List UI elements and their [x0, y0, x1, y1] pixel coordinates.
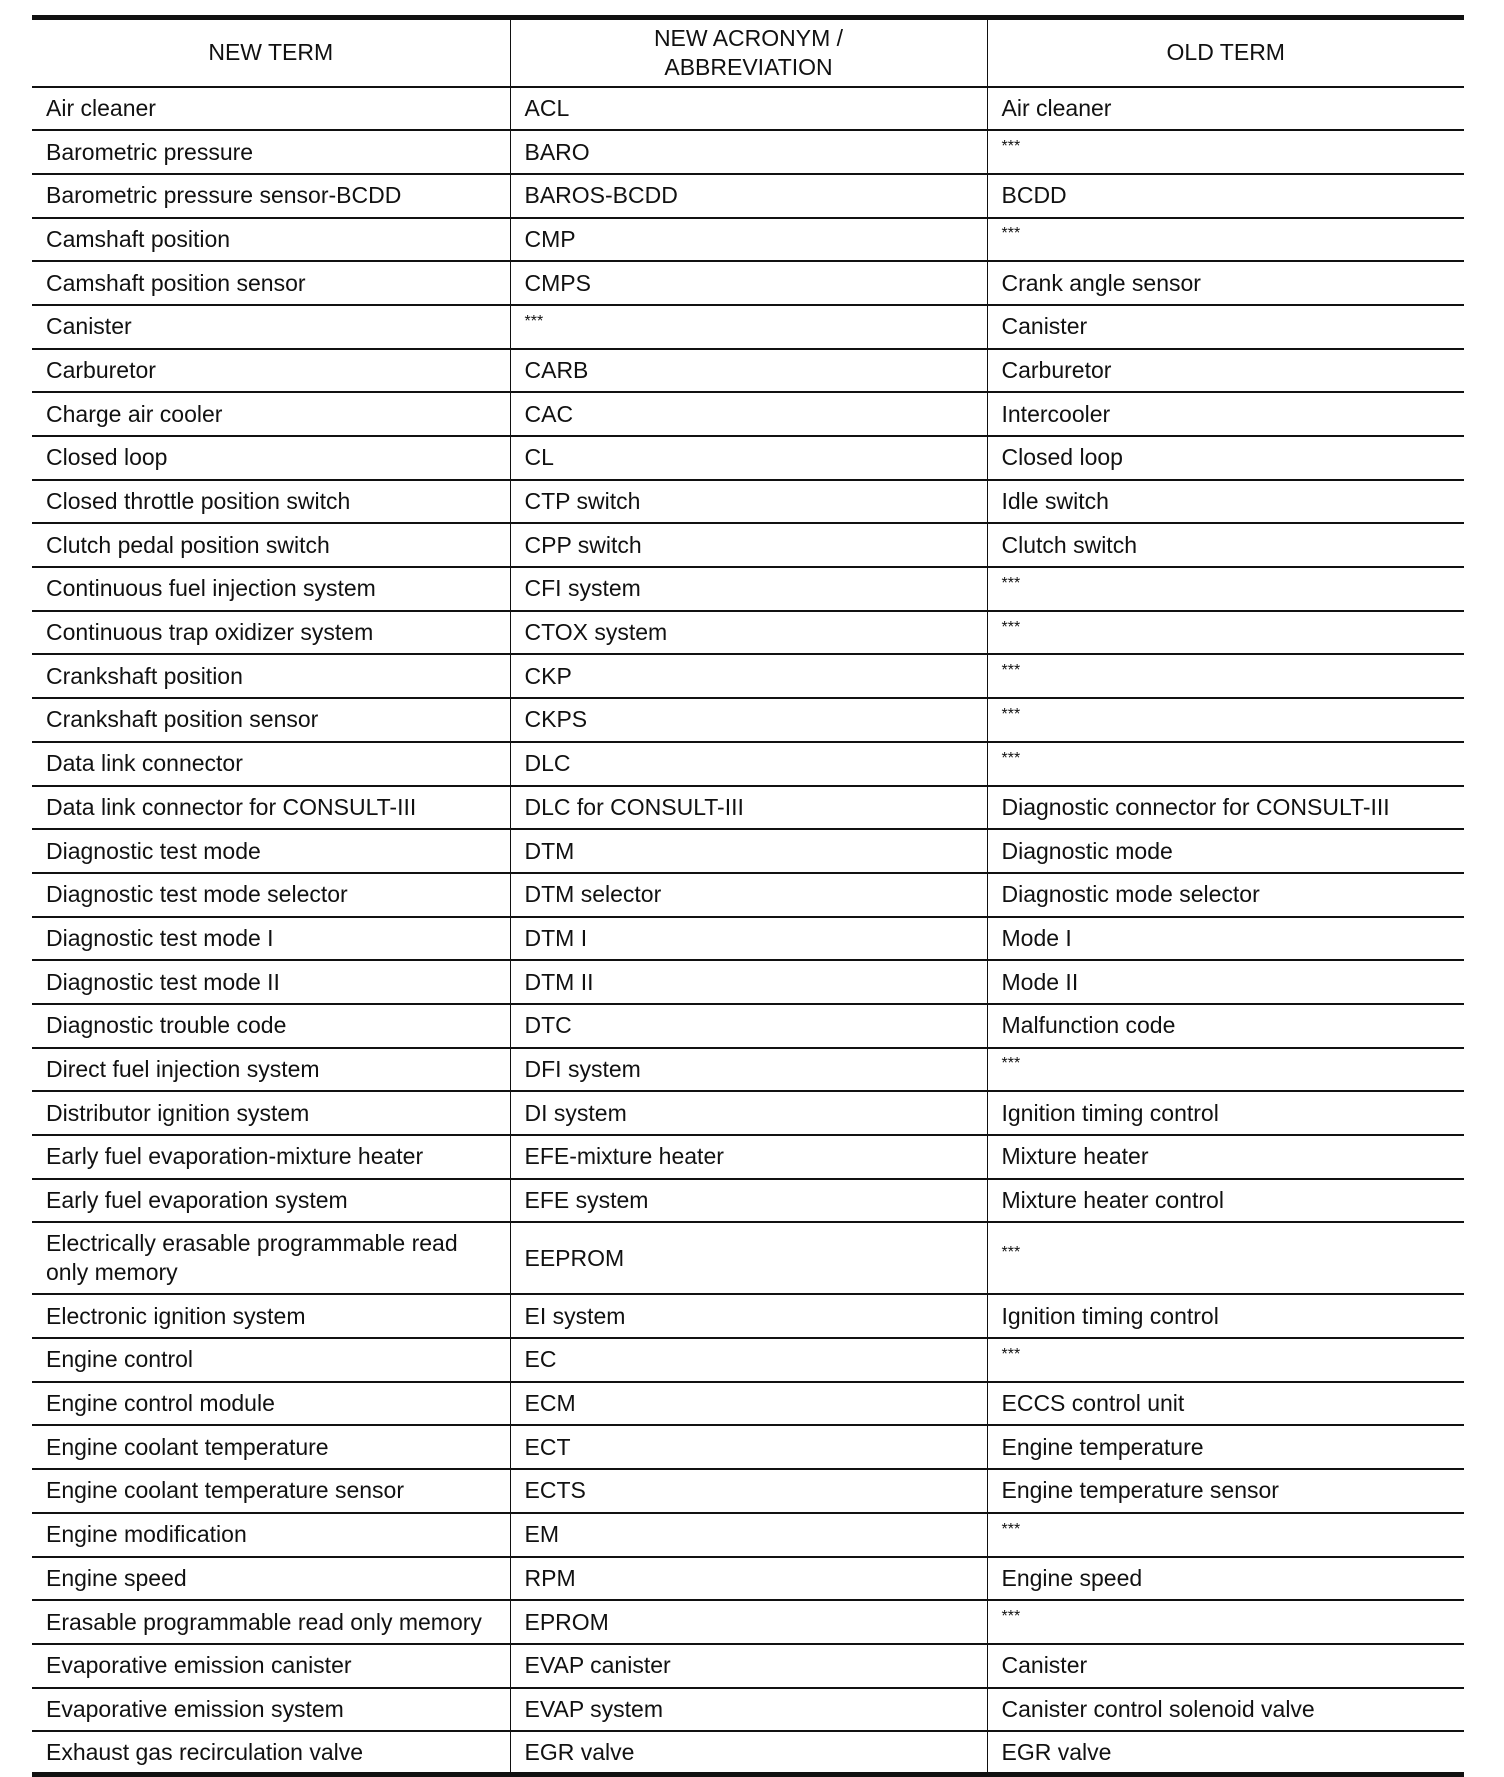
cell-new-term: Engine control module	[32, 1382, 510, 1426]
cell-new-term: Data link connector for CONSULT-III	[32, 786, 510, 830]
header-old-term: OLD TERM	[987, 18, 1464, 87]
table-row	[32, 218, 1464, 262]
table-row	[32, 611, 1464, 655]
table-row	[32, 480, 1464, 524]
not-applicable-marker: ***	[1001, 749, 1021, 767]
table-row	[32, 1600, 1464, 1644]
table-row	[32, 742, 1464, 786]
cell-old-term	[987, 1222, 1464, 1294]
cell-new-term: Diagnostic test mode II	[32, 960, 510, 1004]
table-row	[32, 1294, 1464, 1338]
cell-new-term: Barometric pressure sensor-BCDD	[32, 174, 510, 218]
cell-old-term	[987, 218, 1464, 262]
table-row	[32, 1135, 1464, 1179]
cell-new-term: Continuous trap oxidizer system	[32, 611, 510, 655]
cell-new-term: Camshaft position	[32, 218, 510, 262]
table-row	[32, 392, 1464, 436]
cell-acronym: DTM selector	[510, 873, 987, 917]
not-applicable-marker: ***	[1001, 1055, 1021, 1073]
cell-old-term: Engine temperature sensor	[987, 1469, 1464, 1513]
cell-old-term: ECCS control unit	[987, 1382, 1464, 1426]
cell-old-term: Mode I	[987, 917, 1464, 961]
not-applicable-marker: ***	[1001, 1244, 1021, 1262]
cell-new-term: Exhaust gas recirculation valve	[32, 1731, 510, 1775]
cell-new-term: Closed throttle position switch	[32, 480, 510, 524]
table-row	[32, 654, 1464, 698]
not-applicable-marker: ***	[1001, 618, 1021, 636]
not-applicable-marker: ***	[1001, 1608, 1021, 1626]
not-applicable-marker: ***	[1001, 225, 1021, 243]
header-new-acronym-line2: ABBREVIATION	[664, 53, 833, 80]
cell-old-term	[987, 611, 1464, 655]
cell-old-term: Ignition timing control	[987, 1294, 1464, 1338]
cell-new-term: Early fuel evaporation system	[32, 1179, 510, 1223]
cell-old-term: Crank angle sensor	[987, 261, 1464, 305]
cell-old-term: Mixture heater control	[987, 1179, 1464, 1223]
cell-old-term: Air cleaner	[987, 87, 1464, 131]
not-applicable-marker: ***	[1001, 138, 1021, 156]
cell-acronym: CMP	[510, 218, 987, 262]
cell-acronym: CAC	[510, 392, 987, 436]
cell-old-term: Diagnostic connector for CONSULT-III	[987, 786, 1464, 830]
table-row	[32, 130, 1464, 174]
cell-acronym: EC	[510, 1338, 987, 1382]
cell-old-term: Canister	[987, 305, 1464, 349]
cell-acronym: ECM	[510, 1382, 987, 1426]
table-row	[32, 87, 1464, 131]
cell-new-term: Crankshaft position	[32, 654, 510, 698]
cell-new-term: Diagnostic test mode selector	[32, 873, 510, 917]
table-body	[32, 87, 1464, 1775]
cell-acronym: EFE system	[510, 1179, 987, 1223]
cell-acronym: CMPS	[510, 261, 987, 305]
table-row	[32, 1048, 1464, 1092]
cell-old-term: Canister	[987, 1644, 1464, 1688]
cell-new-term: Distributor ignition system	[32, 1091, 510, 1135]
cell-acronym: DFI system	[510, 1048, 987, 1092]
header-new-acronym	[510, 18, 987, 87]
cell-acronym: BAROS-BCDD	[510, 174, 987, 218]
cell-acronym: EEPROM	[510, 1222, 987, 1294]
table-row	[32, 305, 1464, 349]
cell-new-term: Diagnostic test mode I	[32, 917, 510, 961]
cell-acronym: CPP switch	[510, 523, 987, 567]
header-new-acronym-line1: NEW ACRONYM /	[653, 24, 844, 51]
cell-old-term	[987, 1600, 1464, 1644]
cell-old-term: Mode II	[987, 960, 1464, 1004]
cell-new-term: Air cleaner	[46, 94, 156, 121]
cell-acronym: DTM	[510, 829, 987, 873]
terms-table	[32, 15, 1464, 1777]
cell-acronym: CTP switch	[510, 480, 987, 524]
cell-new-term: Engine modification	[32, 1513, 510, 1557]
cell-new-term: Diagnostic trouble code	[32, 1004, 510, 1048]
cell-new-term: Charge air cooler	[32, 392, 510, 436]
cell-old-term: Engine speed	[987, 1557, 1464, 1601]
header-row	[32, 18, 1464, 87]
cell-old-term	[987, 567, 1464, 611]
cell-new-term: Closed loop	[32, 436, 510, 480]
cell-new-term: Clutch pedal position switch	[32, 523, 510, 567]
cell-old-term: Engine temperature	[987, 1425, 1464, 1469]
cell-new-term: Canister	[32, 305, 510, 349]
cell-acronym: EVAP canister	[510, 1644, 987, 1688]
table-row	[32, 960, 1464, 1004]
cell-acronym: CKP	[510, 654, 987, 698]
table-row	[32, 829, 1464, 873]
cell-acronym: EPROM	[510, 1600, 987, 1644]
cell-new-term: Data link connector	[32, 742, 510, 786]
cell-new-term: Erasable programmable read only memory	[32, 1600, 510, 1644]
table-row	[32, 1382, 1464, 1426]
table-row	[32, 1644, 1464, 1688]
cell-acronym: EM	[510, 1513, 987, 1557]
cell-acronym: DLC for CONSULT-III	[510, 786, 987, 830]
not-applicable-marker: ***	[1001, 662, 1021, 680]
table-row	[32, 873, 1464, 917]
cell-old-term	[987, 1338, 1464, 1382]
cell-acronym: RPM	[510, 1557, 987, 1601]
cell-acronym: CTOX system	[510, 611, 987, 655]
table-row	[32, 436, 1464, 480]
cell-new-term: Crankshaft position sensor	[32, 698, 510, 742]
cell-old-term: Intercooler	[987, 392, 1464, 436]
not-applicable-marker: ***	[1001, 1520, 1021, 1538]
cell-acronym: ECT	[510, 1425, 987, 1469]
table-row	[32, 1469, 1464, 1513]
cell-new-term: Diagnostic test mode	[32, 829, 510, 873]
table-row	[32, 1688, 1464, 1732]
cell-old-term: BCDD	[987, 174, 1464, 218]
cell-new-term: Camshaft position sensor	[32, 261, 510, 305]
table-row	[32, 261, 1464, 305]
cell-new-term: Engine coolant temperature	[32, 1425, 510, 1469]
not-applicable-marker: ***	[1001, 705, 1021, 723]
cell-acronym: EI system	[510, 1294, 987, 1338]
cell-old-term: EGR valve	[987, 1731, 1464, 1775]
cell-acronym: DTM I	[510, 917, 987, 961]
cell-acronym: EFE-mixture heater	[510, 1135, 987, 1179]
table-row	[32, 786, 1464, 830]
cell-old-term: Canister control solenoid valve	[987, 1688, 1464, 1732]
cell-old-term	[987, 698, 1464, 742]
cell-acronym	[510, 305, 987, 349]
cell-new-term: Barometric pressure	[32, 130, 510, 174]
cell-acronym: ECTS	[510, 1469, 987, 1513]
cell-new-term: Engine coolant temperature sensor	[32, 1469, 510, 1513]
table-row	[32, 1179, 1464, 1223]
cell-new-term: Continuous fuel injection system	[32, 567, 510, 611]
cell-new-term: Electronic ignition system	[32, 1294, 510, 1338]
table-row	[32, 1513, 1464, 1557]
cell-acronym: BARO	[510, 130, 987, 174]
cell-acronym: CARB	[510, 349, 987, 393]
cell-new-term: Early fuel evaporation-mixture heater	[32, 1135, 510, 1179]
cell-old-term: Malfunction code	[987, 1004, 1464, 1048]
not-applicable-marker: ***	[1001, 574, 1021, 592]
cell-old-term: Idle switch	[987, 480, 1464, 524]
cell-new-term: Engine control	[32, 1338, 510, 1382]
table-row	[32, 349, 1464, 393]
table-row	[32, 1091, 1464, 1135]
cell-acronym: DLC	[510, 742, 987, 786]
cell-new-term: Engine speed	[32, 1557, 510, 1601]
table-row	[32, 1338, 1464, 1382]
table-header	[32, 18, 1464, 87]
cell-acronym: CL	[510, 436, 987, 480]
table-row	[32, 1425, 1464, 1469]
cell-acronym: DI system	[510, 1091, 987, 1135]
cell-acronym: EGR valve	[510, 1731, 987, 1775]
not-applicable-marker: ***	[1001, 1345, 1021, 1363]
cell-new-term: Direct fuel injection system	[32, 1048, 510, 1092]
cell-old-term: Clutch switch	[987, 523, 1464, 567]
table-row	[32, 567, 1464, 611]
cell-new-term: Electrically erasable programmable read only memory	[32, 1222, 510, 1294]
cell-acronym: DTC	[510, 1004, 987, 1048]
cell-old-term	[987, 654, 1464, 698]
cell-old-term	[987, 1513, 1464, 1557]
header-new-term: NEW TERM	[32, 18, 510, 87]
table-row	[32, 1004, 1464, 1048]
table-row	[32, 1731, 1464, 1775]
cell-acronym: CKPS	[510, 698, 987, 742]
cell-acronym: ACL	[510, 87, 987, 131]
cell-old-term: Ignition timing control	[987, 1091, 1464, 1135]
cell-old-term: Closed loop	[987, 436, 1464, 480]
cell-old-term	[987, 1048, 1464, 1092]
cell-new-term: Evaporative emission canister	[32, 1644, 510, 1688]
cell-acronym: CFI system	[510, 567, 987, 611]
table-row	[32, 523, 1464, 567]
cell-old-term	[987, 742, 1464, 786]
cell-old-term	[987, 130, 1464, 174]
table-row	[32, 1222, 1464, 1294]
cell-new-term: Carburetor	[32, 349, 510, 393]
cell-acronym: DTM II	[510, 960, 987, 1004]
cell-old-term: Diagnostic mode	[987, 829, 1464, 873]
cell-new-term: Evaporative emission system	[32, 1688, 510, 1732]
table-row	[32, 698, 1464, 742]
cell-acronym: EVAP system	[510, 1688, 987, 1732]
table-row	[32, 1557, 1464, 1601]
cell-old-term: Diagnostic mode selector	[987, 873, 1464, 917]
table-row	[32, 174, 1464, 218]
cell-old-term: Carburetor	[987, 349, 1464, 393]
cell-old-term: Mixture heater	[987, 1135, 1464, 1179]
table-row	[32, 917, 1464, 961]
not-applicable-marker: ***	[524, 312, 544, 330]
